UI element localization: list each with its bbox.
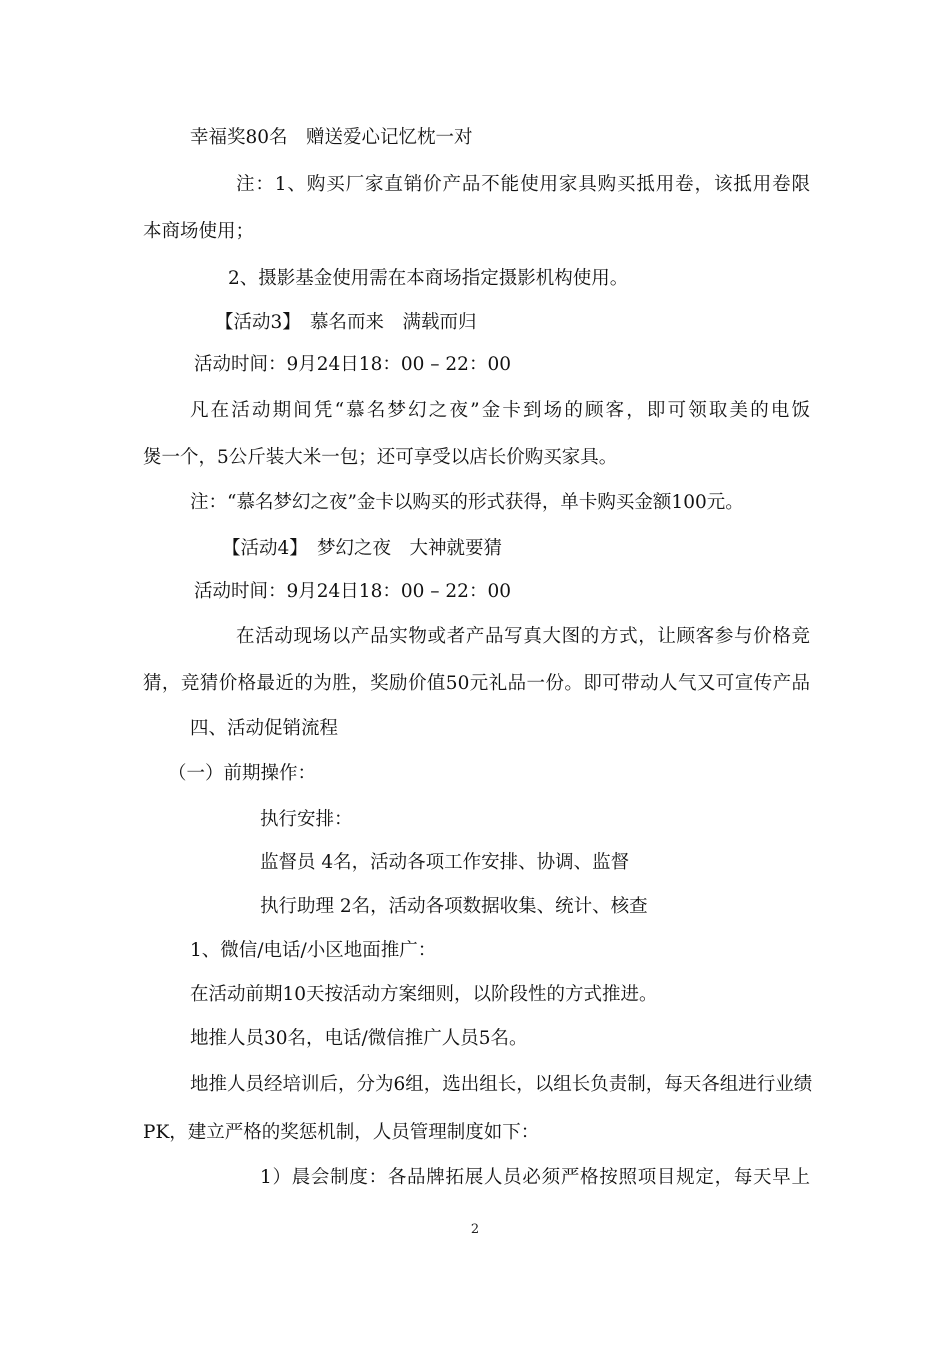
text-line-activity-3-time: 活动时间：9月24日18：00 – 22：00 — [194, 354, 511, 375]
subsection-heading-preliminary: （一）前期操作： — [168, 763, 317, 784]
section-heading-promotion-flow: 四、活动促销流程 — [190, 718, 339, 739]
text-line-staff-count: 地推人员30名，电话/微信推广人员5名。 — [190, 1028, 528, 1049]
text-line-activity-3-desc-b: 煲一个，5公斤装大米一包；还可享受以店长价购买家具。 — [143, 447, 618, 468]
text-line-team-structure-a: 地推人员经培训后，分为6组，选出组长，以组长负责制，每天各组进行业绩 — [190, 1074, 813, 1095]
text-line-prize-happiness: 幸福奖80名 赠送爱心记忆枕一对 — [190, 127, 473, 148]
heading-activity-3: 【活动3】 慕名而来 满载而归 — [215, 312, 477, 333]
text-line-supervisor: 监督员 4名，活动各项工作安排、协调、监督 — [260, 852, 630, 873]
text-line-activity-4-desc-a: 在活动现场以产品实物或者产品写真大图的方式，让顾客参与价格竞 — [236, 626, 810, 647]
text-line-promotion-channels: 1、微信/电话/小区地面推广： — [190, 940, 437, 961]
text-line-promotion-plan: 在活动前期10天按活动方案细则，以阶段性的方式推进。 — [190, 984, 658, 1005]
page-number: 2 — [470, 1222, 480, 1237]
text-line-assistant: 执行助理 2名，活动各项数据收集、统计、核查 — [260, 896, 648, 917]
text-line-activity-3-note: 注：“慕名梦幻之夜”金卡以购买的形式获得，单卡购买金额100元。 — [190, 492, 744, 513]
heading-activity-4: 【活动4】 梦幻之夜 大神就要猜 — [222, 538, 503, 559]
text-line-activity-4-time: 活动时间：9月24日18：00 – 22：00 — [194, 581, 511, 602]
text-line-morning-meeting: 1）晨会制度：各品牌拓展人员必须严格按照项目规定，每天早上 — [260, 1167, 810, 1188]
text-line-note-2: 2、摄影基金使用需在本商场指定摄影机构使用。 — [228, 268, 629, 289]
text-line-activity-4-desc-b: 猜，竞猜价格最近的为胜，奖励价值50元礼品一份。即可带动人气又可宣传产品 — [143, 673, 810, 694]
text-line-activity-3-desc-a: 凡在活动期间凭“慕名梦幻之夜”金卡到场的顾客，即可领取美的电饭 — [190, 400, 810, 421]
text-line-team-structure-b: PK，建立严格的奖惩机制，人员管理制度如下： — [143, 1122, 540, 1143]
text-line-execution-arrangement: 执行安排： — [260, 809, 353, 830]
text-line-note-1a: 注：1、购买厂家直销价产品不能使用家具购买抵用卷，该抵用卷限 — [236, 174, 810, 195]
text-line-note-1b: 本商场使用； — [143, 221, 255, 242]
